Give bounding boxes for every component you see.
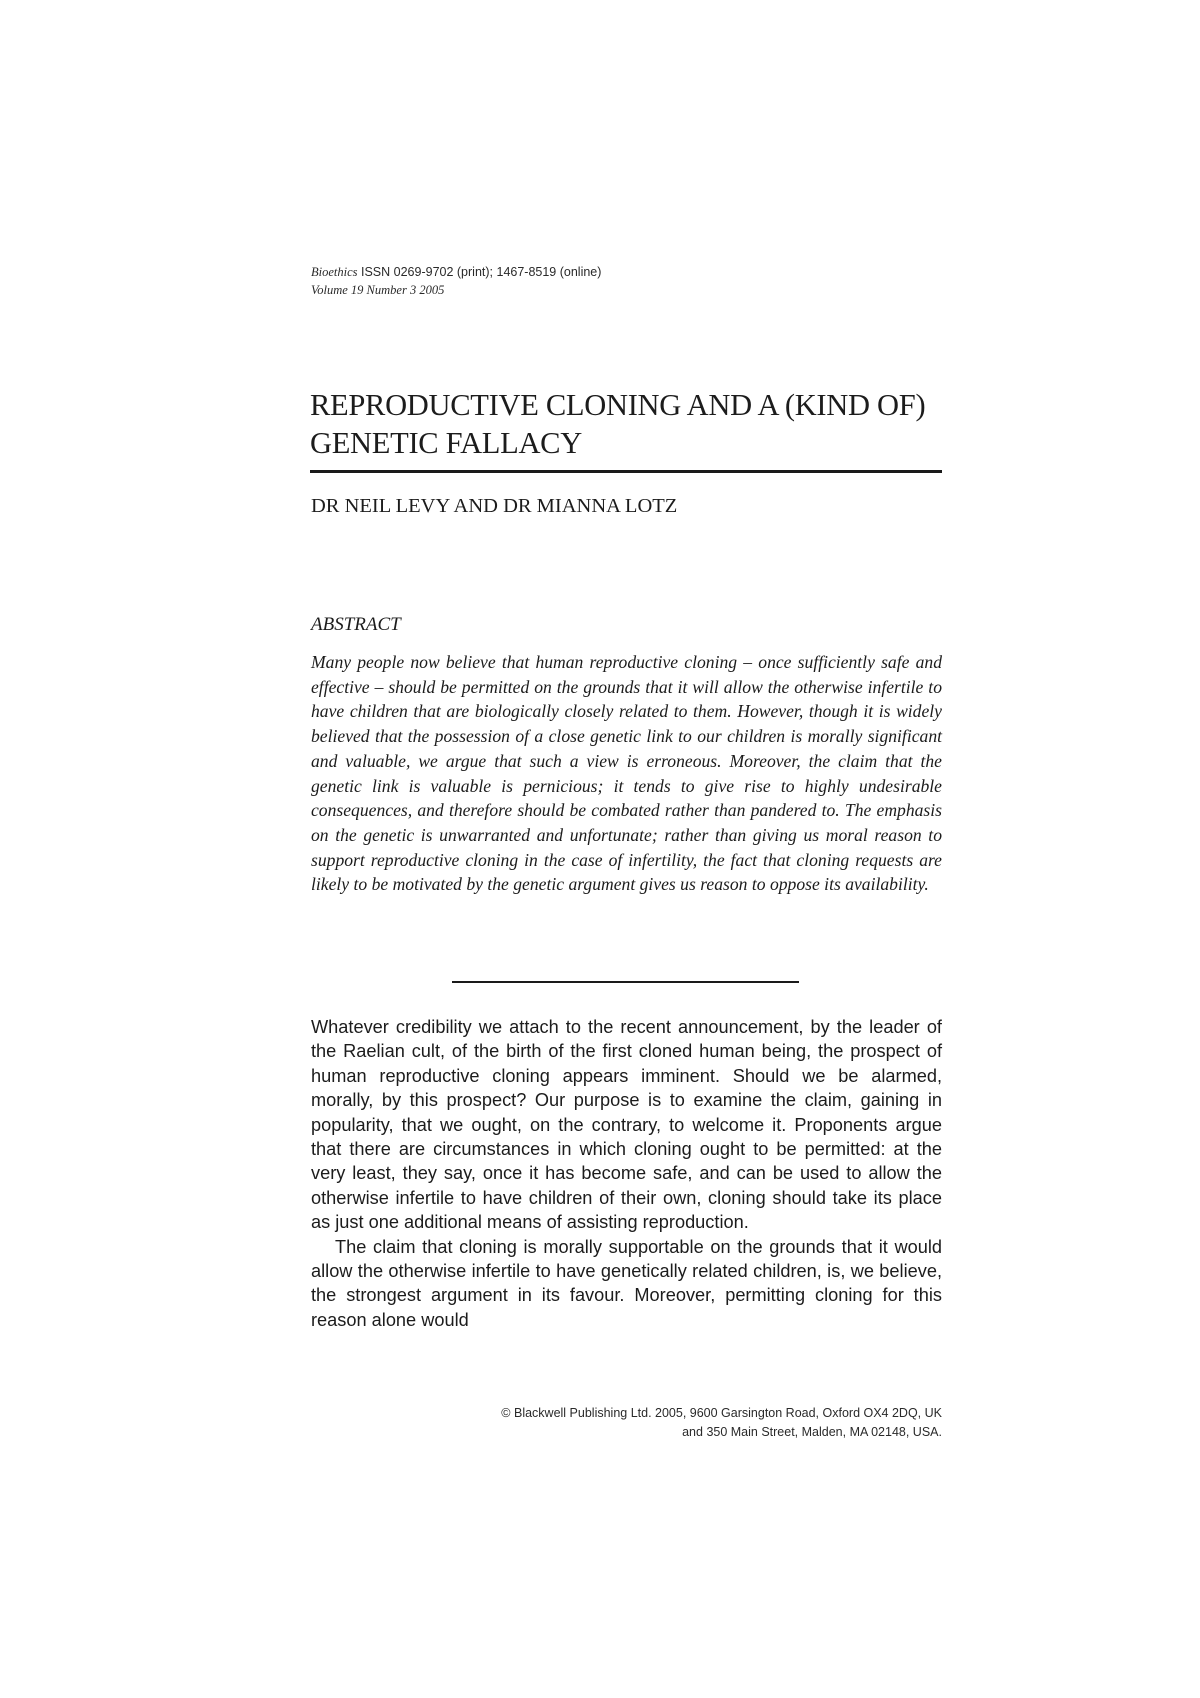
body-paragraph-2: The claim that cloning is morally supportable on the grounds that it would allow the otherwise infertile to have genetically related children, is, we believe, the strongest argument in its favour. Moreover, permitting cloning for this reason alone would <box>311 1236 942 1330</box>
journal-header <box>311 263 601 299</box>
copyright-line-2: and 350 Main Street, Malden, MA 02148, USA. <box>682 1425 942 1439</box>
article-title: REPRODUCTIVE CLONING AND A (KIND OF) GENETIC FALLACY <box>310 388 926 460</box>
copyright-notice <box>311 1404 942 1442</box>
copyright-line-1: © Blackwell Publishing Ltd. 2005, 9600 Garsington Road, Oxford OX4 2DQ, UK <box>501 1406 942 1420</box>
abstract-text: Many people now believe that human reproductive cloning – once sufficiently safe and effective – should be permitted on the grounds that it will allow the otherwise infertile to have children that are biologically closely related to them. However, though it is widely believed that the possession of a close genetic link to our children is morally significant and valuable, we argue that such a view is erroneous. Moreover, the claim that the genetic link is valuable is pernicious; it tends to give rise to highly undesirable consequences, and therefore should be combated rather than pandered to. The emphasis on the genetic is unwarranted and unfortunate; rather than giving us moral reason to support reproductive cloning in the case of infertility, the fact that cloning requests are likely to be motivated by the genetic argument gives us reason to oppose its availability. <box>311 652 942 895</box>
title-divider <box>310 470 942 473</box>
abstract-heading: ABSTRACT <box>311 614 401 635</box>
body-paragraph-1: Whatever credibility we attach to the recent announcement, by the leader of the Raelian cult, of the birth of the first cloned human being, the prospect of human reproductive cloning appears imminent. Should we be alarmed, morally, by this prospect? Our purpose is to examine the claim, gaining in popularity, that we ought, on the contrary, to welcome it. Proponents argue that there are circumstances in which cloning ought to be permitted: at the very least, they say, once it has become safe, and can be used to allow the otherwise infertile to have children of their own, cloning should take its place as just one additional means of assisting reproduction. <box>311 1017 942 1233</box>
article-body <box>311 1015 942 1332</box>
journal-issn-line <box>311 263 601 281</box>
journal-volume: Volume 19 Number 3 2005 <box>311 283 445 297</box>
journal-issn: ISSN 0269-9702 (print); 1467-8519 (online) <box>361 265 602 279</box>
journal-name: Bioethics <box>311 265 358 279</box>
abstract-divider <box>452 981 799 983</box>
article-authors: DR NEIL LEVY AND DR MIANNA LOTZ <box>311 495 678 517</box>
